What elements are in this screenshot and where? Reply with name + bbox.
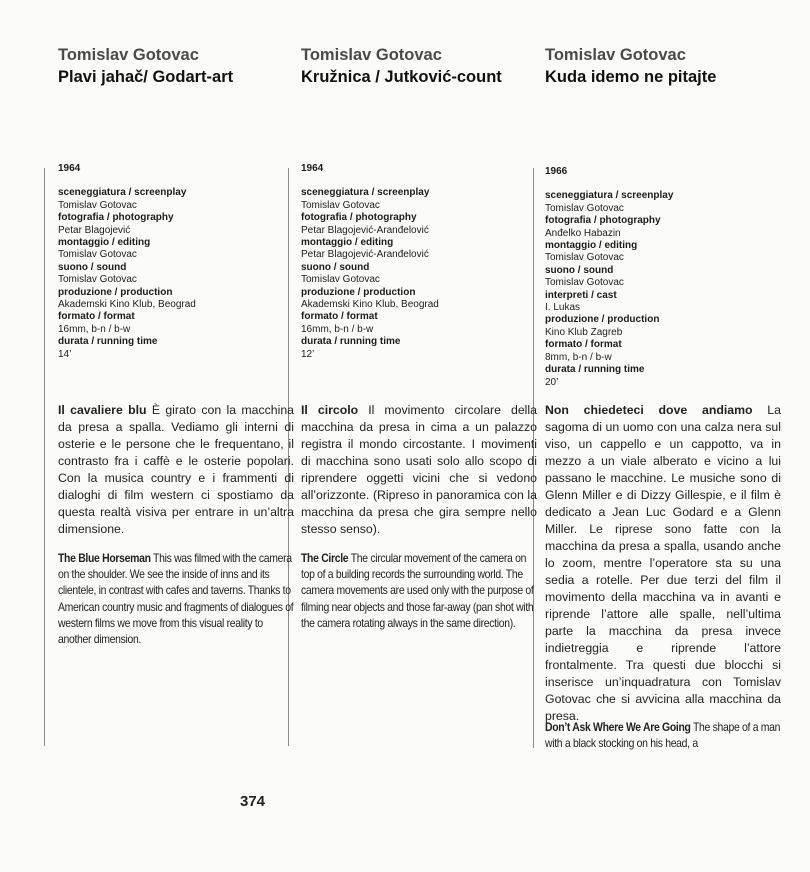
credit-label: durata / running time: [58, 336, 158, 348]
credit-value: Tomislav Gotovac: [58, 199, 137, 211]
credit-label: suono / sound: [301, 261, 370, 273]
credit-value: 8mm, b-n / b-w: [545, 351, 612, 363]
italian-synopsis: [301, 402, 537, 538]
credit-label: fotografia / photography: [545, 215, 661, 227]
film-year: 1966: [545, 166, 568, 177]
film-year: 1964: [301, 163, 324, 174]
credit-value: Tomislav Gotovac: [301, 274, 380, 286]
credit-label: montaggio / editing: [301, 237, 394, 249]
credit-label: durata / running time: [545, 364, 645, 376]
credit-label: produzione / production: [301, 286, 416, 298]
column-rule: [44, 168, 45, 746]
credit-value: 16mm, b-n / b-w: [58, 323, 131, 335]
synopsis-lead: The Circle: [301, 552, 349, 565]
credits-block: [58, 163, 296, 361]
synopsis-body: È girato con la macchina da presa a spalla. Vediamo gli interni di osterie e le persone che le frequentano, il contrasto fra i caffè e le osterie popolari. Con la musica country e i frammenti di dialoghi di film western ci spostiamo da questa realtà visiva per entrare in un’altra dimensione.: [58, 403, 294, 536]
credit-label: montaggio / editing: [545, 240, 638, 252]
entry-heading: [301, 44, 561, 88]
credit-value: Petar Blagojević-Aranđelović: [301, 224, 429, 236]
credit-label: interpreti / cast: [545, 289, 617, 301]
credit-label: durata / running time: [301, 336, 401, 348]
film-title: Kuda idemo ne pitajte: [545, 68, 717, 86]
credit-value: Tomislav Gotovac: [545, 202, 624, 214]
entry-heading: [58, 44, 318, 88]
film-title: Kružnica / Jutković-count: [301, 68, 502, 86]
credit-value: Tomislav Gotovac: [58, 249, 137, 261]
credit-label: produzione / production: [58, 286, 173, 298]
credit-label: sceneggiatura / screenplay: [58, 187, 187, 199]
synopsis-lead: Il cavaliere blu: [58, 403, 147, 417]
synopsis-lead: Don’t Ask Where We Are Going: [545, 721, 691, 734]
synopsis-lead: Il circolo: [301, 403, 359, 417]
entry-heading: [545, 44, 805, 88]
credit-value: I. Lukas: [545, 302, 581, 314]
synopsis-body: Il movimento circolare della macchina da presa in cima a un palazzo registra il mondo circostante. I movimenti di macchina sono usati solo allo scopo di riprendere oggetti vicini che si vedono all’orizzonte. (Ripreso in panoramica con la macchina da presa che gira sempre nello stesso senso).: [301, 403, 537, 536]
credits-block: [301, 163, 539, 361]
film-year: 1964: [58, 163, 81, 174]
credit-label: produzione / production: [545, 314, 660, 326]
credit-value: Akademski Kino Klub, Beograd: [58, 299, 196, 311]
english-synopsis: [545, 720, 781, 752]
credit-value: Akademski Kino Klub, Beograd: [301, 299, 439, 311]
author-name: Tomislav Gotovac: [545, 46, 686, 64]
credit-value: Kino Klub Zagreb: [545, 326, 623, 338]
author-name: Tomislav Gotovac: [58, 46, 199, 64]
english-synopsis: [301, 551, 537, 632]
film-title: Plavi jahač/ Godart-art: [58, 68, 234, 86]
credit-value: Anđelko Habazin: [545, 227, 621, 239]
credit-value: Petar Blagojević: [58, 224, 131, 236]
synopsis-lead: The Blue Horseman: [58, 552, 151, 565]
page-number: 374: [240, 793, 266, 810]
italian-synopsis: [58, 402, 294, 538]
credit-value: 12’: [301, 348, 315, 360]
credit-label: formato / format: [301, 311, 378, 323]
credit-label: fotografia / photography: [58, 212, 174, 224]
credit-value: 20’: [545, 376, 559, 388]
credit-label: formato / format: [545, 339, 622, 351]
english-synopsis: [58, 551, 294, 648]
credit-label: fotografia / photography: [301, 212, 417, 224]
synopsis-body: This was filmed with the camera on the shoulder. We see the inside of inns and its clientele, in contrast with cafes and taverns. Thanks to American country music and fragments of dialogues of western films we move from this visual reality to another dimension.: [58, 552, 294, 647]
credits-block: [545, 166, 783, 389]
credit-label: montaggio / editing: [58, 237, 151, 249]
author-name: Tomislav Gotovac: [301, 46, 442, 64]
credit-label: sceneggiatura / screenplay: [301, 187, 430, 199]
synopsis-body: The circular movement of the camera on top of a building records the surrounding world. The camera movements are used only with the purpose of filming near objects and those far-away (pan shot with the camera rotating always in the same direction).: [301, 552, 534, 630]
credit-value: Tomislav Gotovac: [301, 199, 380, 211]
italian-synopsis: [545, 402, 781, 725]
credit-label: suono / sound: [58, 261, 127, 273]
credit-value: Petar Blagojević-Aranđelović: [301, 249, 429, 261]
credit-value: 16mm, b-n / b-w: [301, 323, 374, 335]
synopsis-lead: Non chiedeteci dove andiamo: [545, 403, 753, 417]
credit-label: sceneggiatura / screenplay: [545, 190, 674, 202]
synopsis-body: The shape of a man with a black stocking on his head, a: [545, 721, 781, 751]
credit-value: Tomislav Gotovac: [545, 277, 624, 289]
synopsis-body: La sagoma di un uomo con una calza nera sul viso, un cappello e un cappotto, va in mezzo a un viale alberato e vicino a lui passano le macchine. Le musiche sono di Glenn Miller e di Dizzy Gillespie, e il film è dedicato a Jean Luc Godard e a Glenn Miller. Le riprese sono fatte con la macchina da presa a spalla, usando anche lo zoom, mentre l’operatore sta su una sedia a rotelle. Per due terzi del film il movimento della macchina va in avanti e riprende l’attore alle spalle, nell’ultima parte la macchina da presa invece indietreggia e riprende l’attore frontalmente. Tra questi due blocchi si inserisce un’inquadratura con Tomislav Gotovac che si avvicina alla macchina da presa.: [545, 403, 781, 723]
credit-value: 14’: [58, 348, 72, 360]
credit-value: Tomislav Gotovac: [545, 252, 624, 264]
credit-label: formato / format: [58, 311, 135, 323]
credit-label: suono / sound: [545, 264, 614, 276]
credit-value: Tomislav Gotovac: [58, 274, 137, 286]
